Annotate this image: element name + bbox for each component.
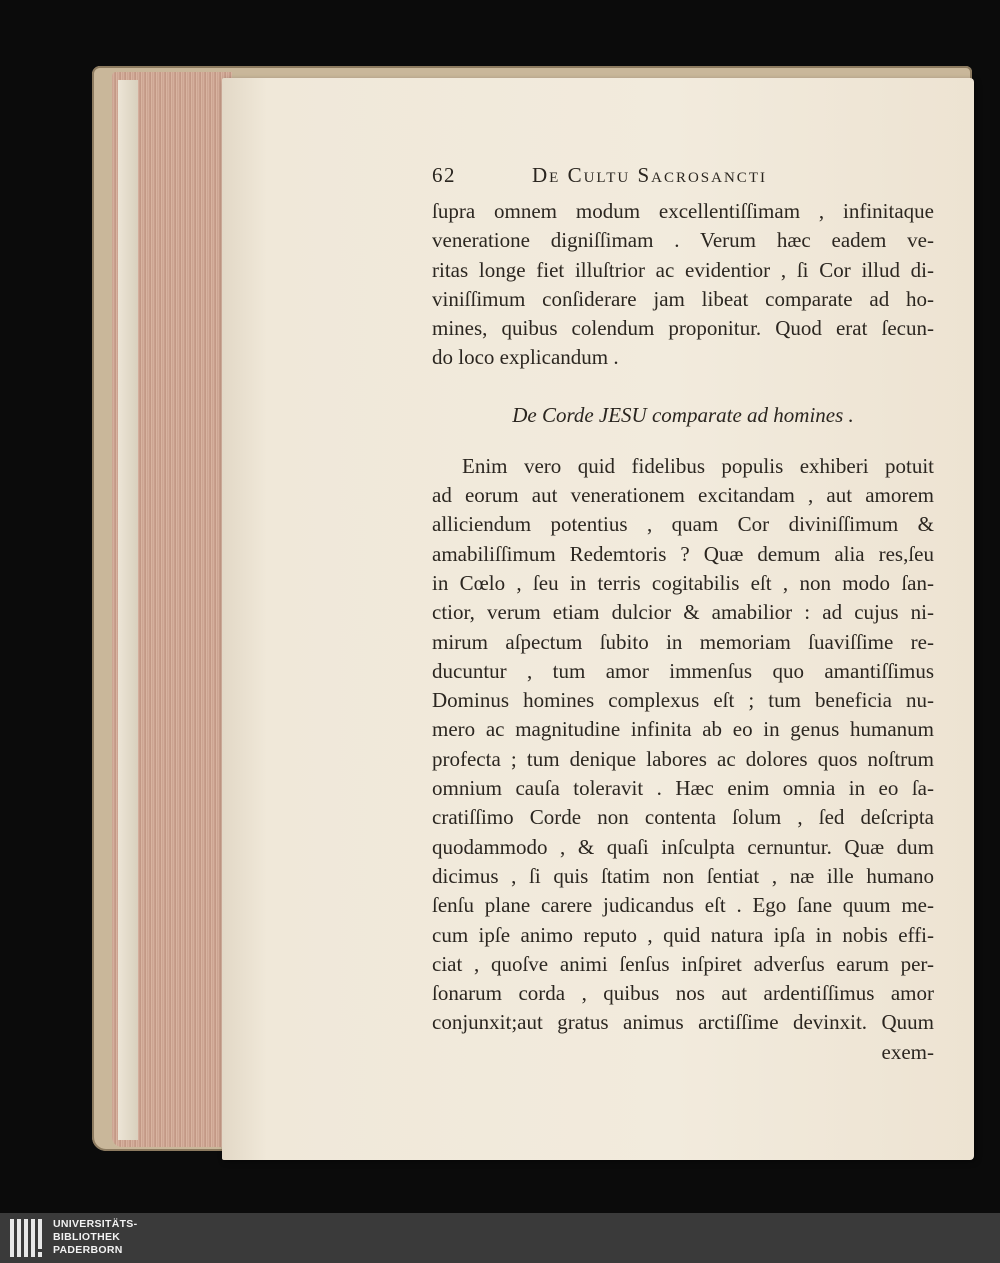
page-header [432, 163, 934, 197]
text-line: profecta ; tum denique labores ac dolores quos noſtrum [432, 746, 934, 771]
text-line: ducuntur , tum amor immenſus quo amantiſſimus [432, 658, 934, 683]
text-line: viniſſimum conſiderare jam libeat comparate ad ho- [432, 286, 934, 311]
page-text-block [432, 163, 934, 1067]
text-line: ciat , quoſve animi ſenſus inſpiret adverſus earum per- [432, 951, 934, 976]
text-line: omnium cauſa toleravit . Hæc enim omnia in eo ſa- [432, 776, 934, 801]
text-line: quodammodo , & quaſi inſculpta cernuntur. Quæ dum [432, 834, 934, 859]
text-line: ſonarum corda , quibus nos aut ardentiſſimus amor [432, 981, 934, 1006]
text-line: alliciendum potentius , quam Cor diviniſſimum & [432, 512, 934, 537]
paragraph-top [432, 197, 934, 373]
running-head: De Cultu Sacrosancti [532, 163, 767, 187]
text-line: ritas longe fiet illuſtrior ac evidentior , ſi Cor illud di- [432, 257, 934, 282]
section-subheading: De Corde JESU comparate ad homines . [512, 402, 854, 427]
logo-line-3: PADERBORN [53, 1244, 123, 1256]
text-line: do loco explicandum . [432, 345, 619, 370]
library-logo-icon [10, 1219, 46, 1257]
library-logo-text [53, 1218, 137, 1257]
text-line: mines, quibus colendum proponitur. Quod erat ſecun- [432, 316, 934, 341]
text-line: cratiſſimo Corde non contenta ſolum , ſed deſcripta [432, 805, 934, 830]
page-number: 62 [432, 163, 456, 187]
text-line: mero ac magnitudine infinita ab eo in genus humanum [432, 717, 934, 742]
text-line: dicimus , ſi quis ſtatim non ſentiat , næ ille humano [432, 863, 934, 888]
text-line: ctior, verum etiam dulcior & amabilior : ad cujus ni- [432, 600, 934, 625]
paragraph-body [432, 452, 934, 1038]
logo-line-2: BIBLIOTHEK [53, 1231, 121, 1243]
library-footer [0, 1213, 1000, 1263]
text-line: in Cœlo , ſeu in terris cogitabilis eſt , non modo ſan- [432, 570, 934, 595]
text-line: amabiliſſimum Redemtoris ? Quæ demum alia res,ſeu [432, 541, 934, 566]
text-line: conjunxit;aut gratus animus arctiſſime devinxit. Quum [432, 1010, 934, 1035]
logo-line-1: UNIVERSITÄTS- [53, 1218, 138, 1230]
catchword: exem- [881, 1039, 934, 1064]
text-line: Dominus homines complexus eſt ; tum beneficia nu- [432, 688, 934, 713]
text-line: Enim vero quid fidelibus populis exhiberi potuit [462, 453, 934, 478]
text-line: veneratione digniſſimam . Verum hæc eadem ve- [432, 228, 934, 253]
text-line: ſenſu plane carere judicandus eſt . Ego ſane quum me- [432, 893, 934, 918]
text-line: cum ipſe animo reputo , quid natura ipſa in nobis effi- [432, 922, 934, 947]
page-edge-strip [118, 80, 138, 1140]
text-line: ad eorum aut venerationem excitandam , aut amorem [432, 483, 934, 508]
text-line: mirum aſpectum ſubito in memoriam ſuaviſſime re- [432, 629, 934, 654]
text-line: ſupra omnem modum excellentiſſimam , infinitaque [432, 199, 934, 223]
